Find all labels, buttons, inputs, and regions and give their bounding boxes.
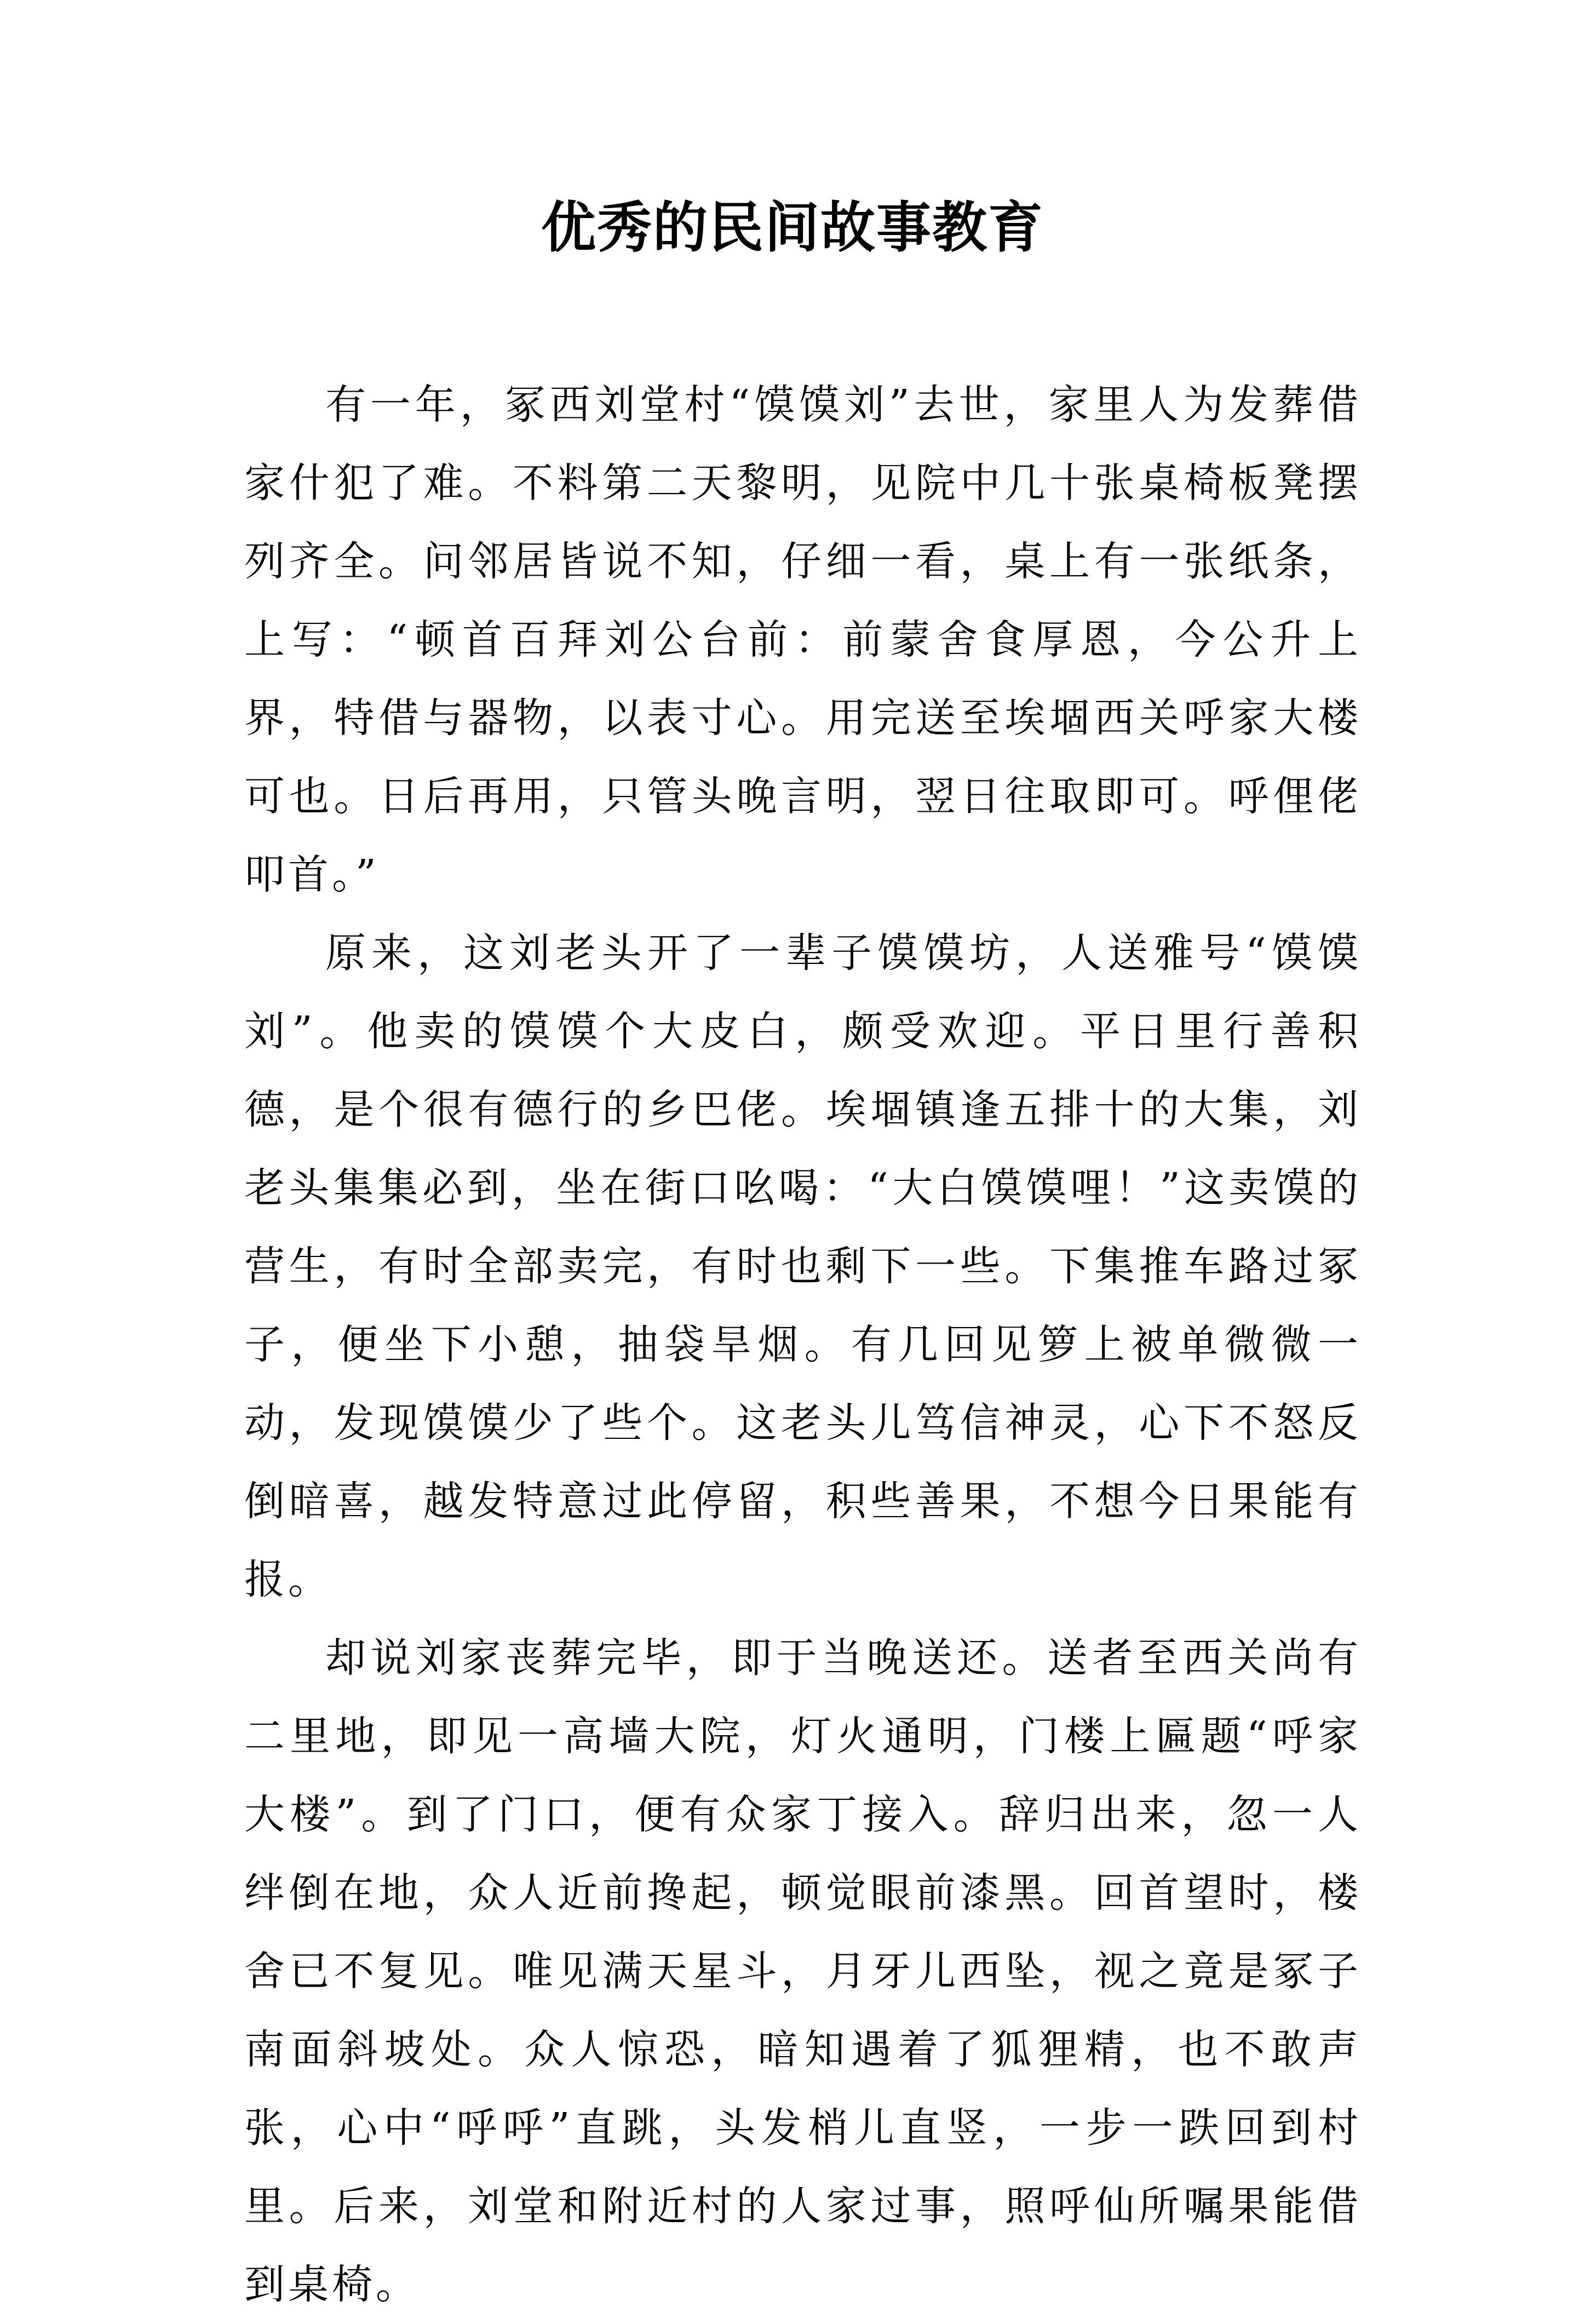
document-title: 优秀的民间故事教育 [541,195,1044,260]
paragraph-3: 却说刘家丧葬完毕，即于当晚送还。送者至西关尚有二里地，即见一高墙大院，灯火通明，门楼上匾题“呼家大楼”。到了门口，便有众家丁接入。辞归出来，忽一人绊倒在地，众人近前搀起，顿觉眼前漆黑。回首望时，楼舍已不复见。唯见满天星斗，月牙儿西坠，视之竟是冢子南面斜坡处。众人惊恐，暗知遇着了狐狸精，也不敢声张，心中“呼呼”直跳，头发梢儿直竖，一步一跌回到村里。后来，刘堂和附近村的人家过事，照呼仙所嘱果能借到桌椅。 [244,1634,1362,2308]
document-body [244,366,1362,2324]
paragraph-1: 有一年，冢西刘堂村“馍馍刘”去世，家里人为发葬借家什犯了难。不料第二天黎明，见院中几十张桌椅板凳摆列齐全。问邻居皆说不知，仔细一看，桌上有一张纸条，上写：“顿首百拜刘公台前：前蒙舍食厚恩，今公升上界，特借与器物，以表寸心。用完送至埃堌西关呼家大楼可也。日后再用，只管头晚言明，翌日往取即可。呼俚佬叩首。” [244,381,1362,898]
paragraph-2: 原来，这刘老头开了一辈子馍馍坊，人送雅号“馍馍刘”。他卖的馍馍个大皮白，颇受欢迎。平日里行善积德，是个很有德行的乡巴佬。埃堌镇逢五排十的大集，刘老头集集必到，坐在街口吆喝：“大白馍馍哩！”这卖馍的营生，有时全部卖完，有时也剩下一些。下集推车路过冢子，便坐下小憩，抽袋旱烟。有几回见箩上被单微微一动，发现馍馍少了些个。这老头儿笃信神灵，心下不怒反倒暗喜，越发特意过此停留，积些善果，不想今日果能有报。 [244,929,1362,1603]
